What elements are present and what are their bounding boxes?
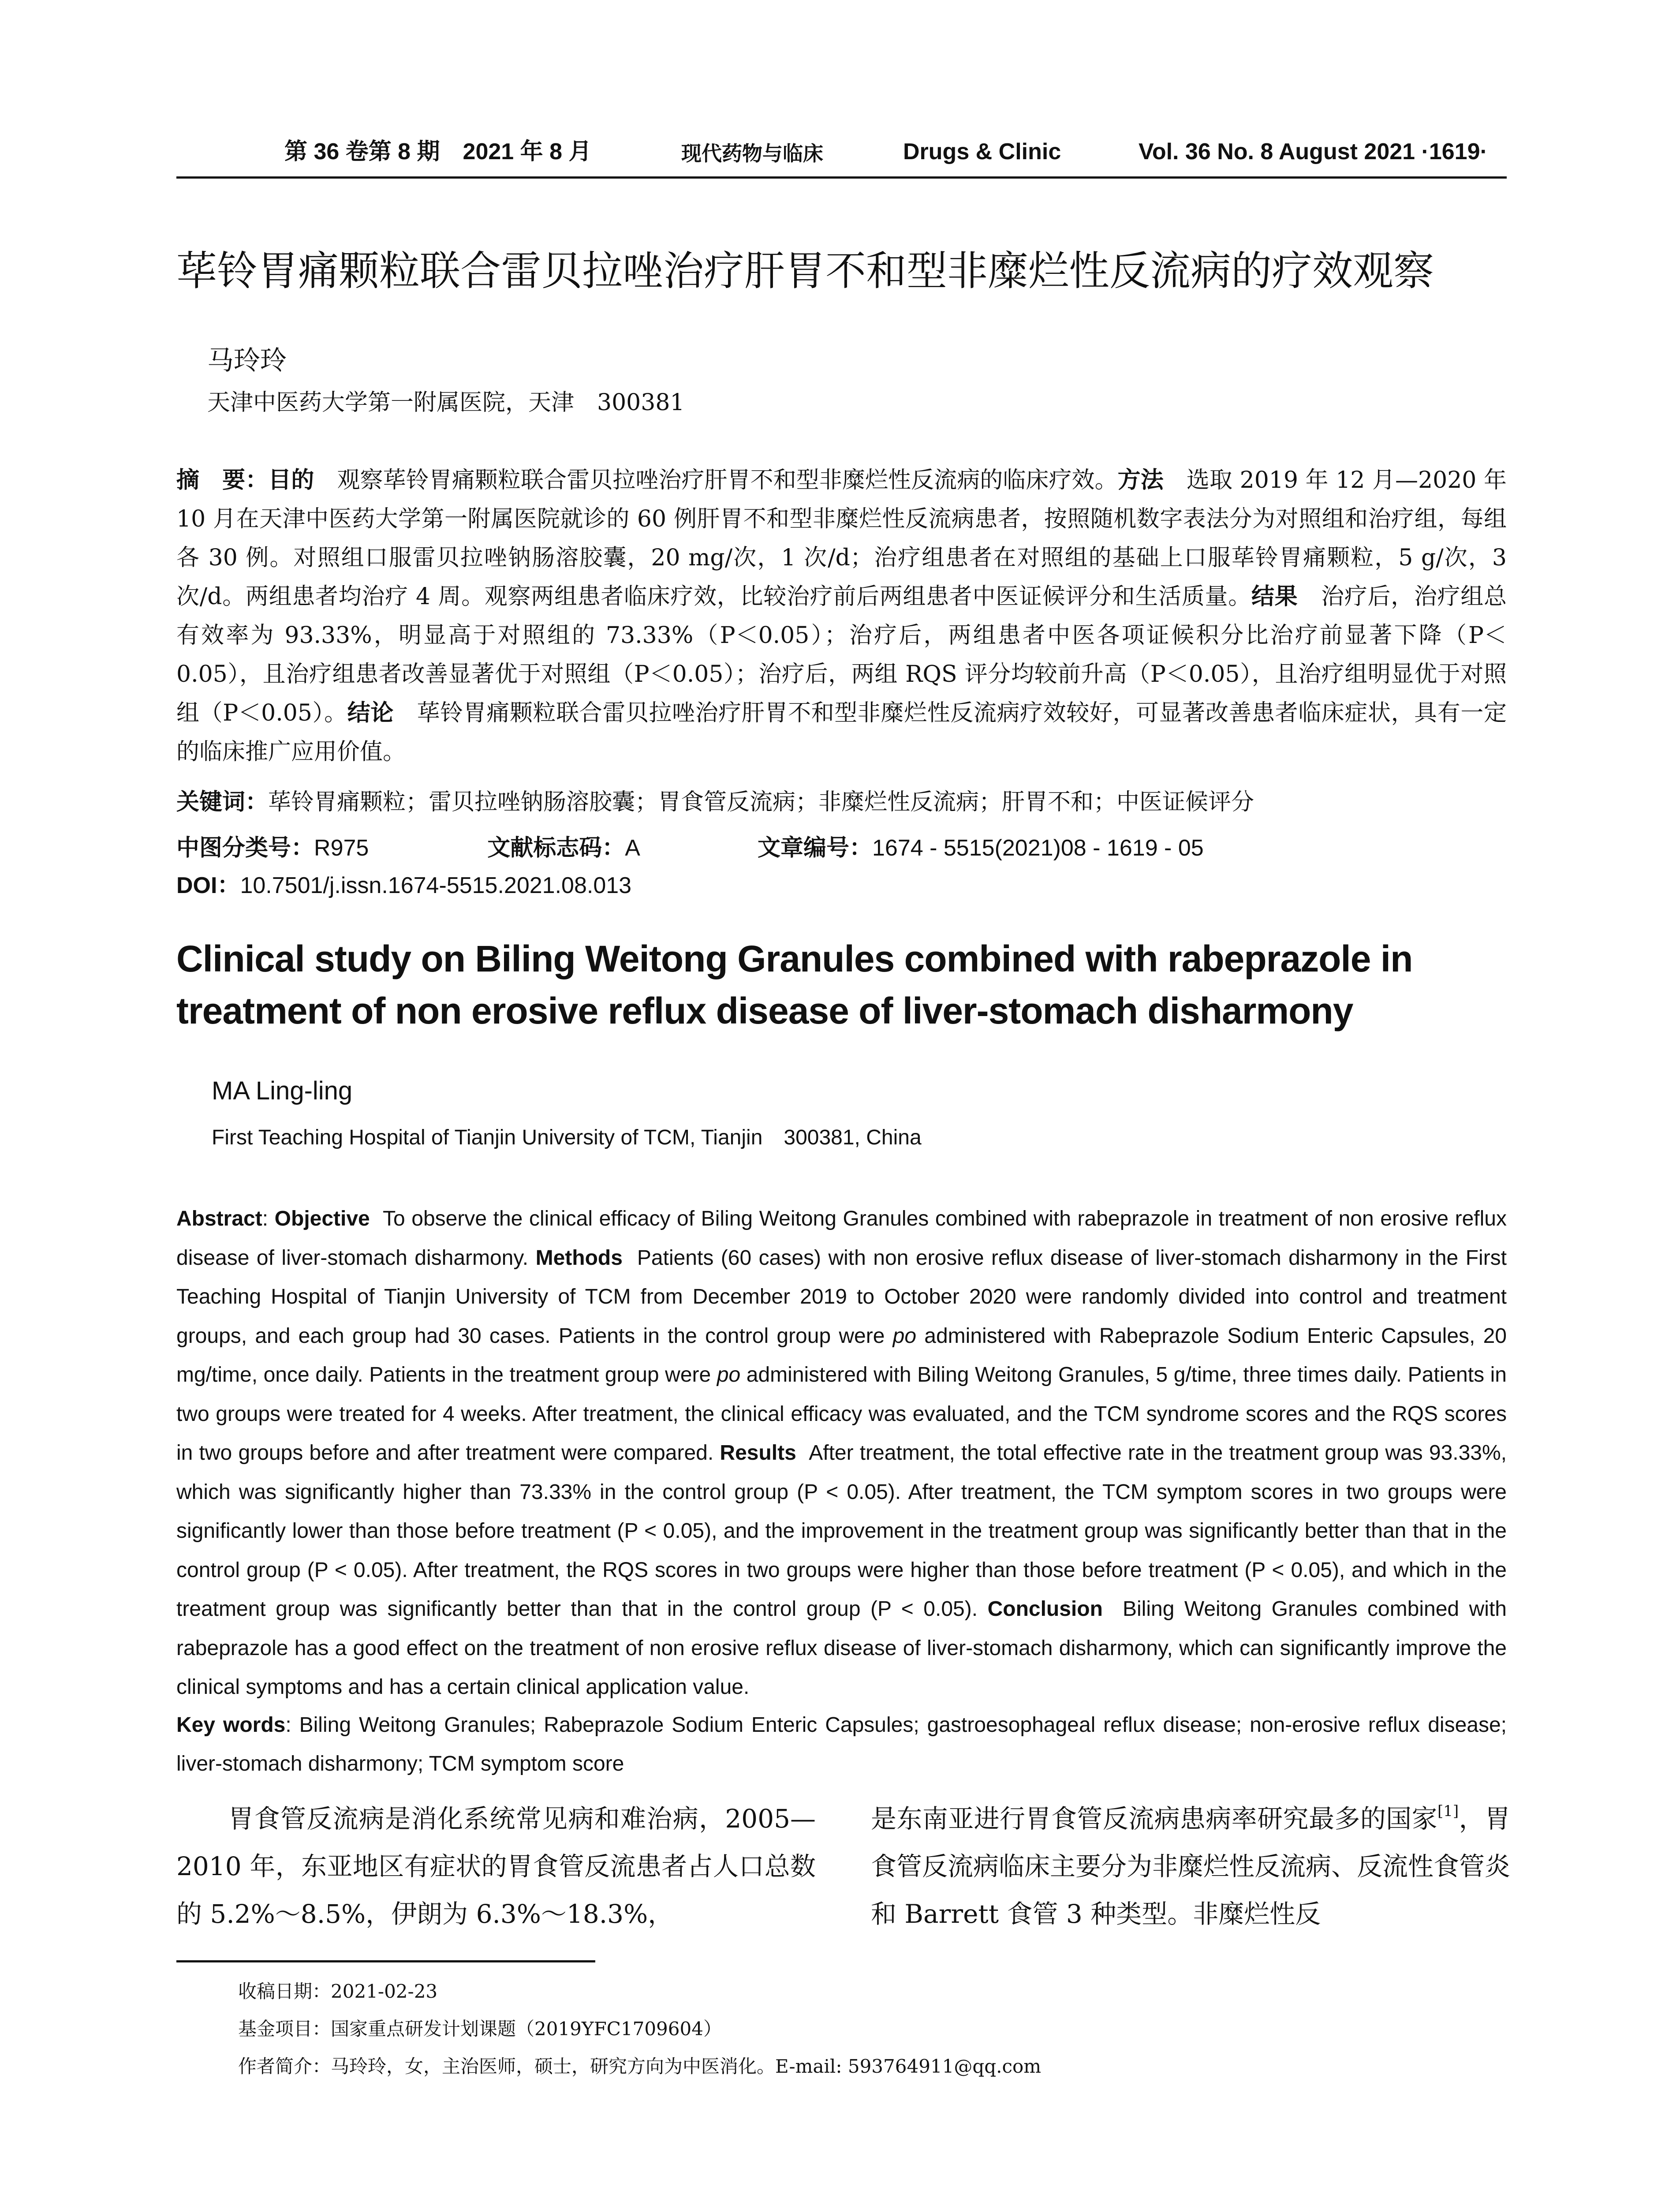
abstract-en-conclusion-label: Conclusion <box>987 1597 1103 1621</box>
footnote-rule <box>176 1960 595 1962</box>
keywords-en: Key words: Biling Weitong Granules; Rabeprazole Sodium Enteric Capsules; gastroesophageal reflux disease; non-erosive reflux disease; liver-stomach disharmony; TCM symptom score <box>176 1713 1507 1775</box>
title-cn: 荜铃胃痛颗粒联合雷贝拉唑治疗肝胃不和型非糜烂性反流病的疗效观察 <box>176 247 1434 295</box>
abstract-cn-methods: 选取 2019 年 12 月—2020 年 10 月在天津中医药大学第一附属医院就诊的 60 例肝胃不和型非糜烂性反流病患者，按照随机数字表法分为对照组和治疗组，每组各 30 例。对照组口服雷贝拉唑钠肠溶胶囊，20 mg/次，1 次/d；治疗组患者在对照组的基础上口服荜铃胃痛颗粒，5 g/次，3 次/d。两组患者均治疗 4 周。观察两组患者临床疗效，比较治疗前后两组患者中医证候评分和生活质量。 <box>176 467 1507 610</box>
abstract-cn-objective: 观察荜铃胃痛颗粒联合雷贝拉唑治疗肝胃不和型非糜烂性反流病的临床疗效。 <box>337 467 1118 493</box>
body-right-text-b: ，胃食管反流病临床主要分为非糜烂性反流病、反流性食管炎和 Barrett 食管 3 种类型。非糜烂性反 <box>871 1804 1511 1929</box>
body-column-left <box>176 1795 816 1938</box>
title-en: Clinical study on Biling Weitong Granules combined with rabeprazole in treatment of non erosive reflux disease of liver-stomach disharmony <box>176 938 1413 1031</box>
citation-ref-1: [1] <box>1437 1802 1459 1820</box>
abstract-en-po-1: po <box>892 1324 917 1348</box>
abstract-cn-objective-label: 目的 <box>268 467 314 493</box>
header-journal-cn: 现代药物与临床 <box>681 142 823 165</box>
abstract-en-methods-c: administered with Biling Weitong Granules, 5 g/time, three times daily. Patients in two groups were treated for 4 weeks. After treatment, the clinical efficacy was evaluated, and the TCM syndrome scores and the RQS scores in two groups before and after treatment were compared. <box>176 1363 1507 1465</box>
abstract-cn-results-label: 结果 <box>1251 584 1298 609</box>
classification-line <box>176 829 1204 862</box>
abstract-en-results: After treatment, the total effective rate in the treatment group was 93.33%, which was significantly higher than 73.33% in the control group (P < 0.05). After treatment, the TCM symptom scores in two groups were significantly lower than those before treatment (P < 0.05), and the improvement in the treatment group was significantly better than that in the control group (P < 0.05). After treatment, the RQS scores in two groups were higher than those before treatment (P < 0.05), and which in the treatment group was significantly better than that in the control group (P < 0.05). <box>176 1441 1507 1621</box>
abstract-cn-results: 治疗后，治疗组总有效率为 93.33%，明显高于对照组的 73.33%（P＜0.05）；治疗后，两组患者中医各项证候积分比治疗前显著下降（P＜0.05），且治疗组患者改善显著优于对照组（P＜0.05）；治疗后，两组 RQS 评分均较前升高（P＜0.05），且治疗组明显优于对照组（P＜0.05）。 <box>176 583 1507 726</box>
keywords-cn-label: 关键词： <box>176 789 269 815</box>
header-rule <box>176 176 1507 179</box>
doi-line <box>176 867 631 900</box>
keywords-cn <box>176 783 1507 822</box>
affiliation-en: First Teaching Hospital of Tianjin University of TCM, Tianjin 300381, China <box>212 1126 922 1149</box>
keywords-en-text: Biling Weitong Granules; Rabeprazole Sodium Enteric Capsules; gastroesophageal reflux disease; non-erosive reflux disease; liver-stomach disharmony; TCM symptom score <box>176 1713 1507 1775</box>
footnote-received: 收稿日期：2021-02-23 <box>238 1981 438 2002</box>
abstract-cn-methods-label: 方法 <box>1117 467 1164 493</box>
abstract-cn-label: 摘 要： <box>176 467 269 493</box>
abstract-cn <box>176 461 1507 771</box>
article-no-label: 文章编号： <box>757 835 872 861</box>
clc-label: 中图分类号： <box>176 835 314 861</box>
abstract-en-po-2: po <box>717 1363 741 1387</box>
article-no-value: 1674 - 5515(2021)08 - 1619 - 05 <box>872 835 1204 861</box>
footnote-author-bio: 作者简介：马玲玲，女，主治医师，硕士，研究方向为中医消化。E-mail: 593764911@qq.com <box>238 2056 1042 2077</box>
abstract-en-methods-a: Patients (60 cases) with non erosive reflux disease of liver-stomach disharmony in the First Teaching Hospital of Tianjin University of TCM from December 2019 to October 2020 were randomly divided into control and treatment groups, and each group had 30 cases. Patients in the control group were <box>176 1246 1507 1348</box>
header-journal-en: Drugs & Clinic <box>903 139 1061 164</box>
footnote-fund: 基金项目：国家重点研发计划课题（2019YFC1709604） <box>238 2018 722 2040</box>
abstract-en-objective-label: Objective <box>274 1207 370 1230</box>
doi-label: DOI： <box>176 873 240 898</box>
abstract-cn-conclusion-label: 结论 <box>347 700 394 726</box>
keywords-cn-text: 荜铃胃痛颗粒；雷贝拉唑钠肠溶胶囊；胃食管反流病；非糜烂性反流病；肝胃不和；中医证候评分 <box>268 789 1254 815</box>
body-right-text-a: 是东南亚进行胃食管反流病患病率研究最多的国家 <box>871 1804 1437 1834</box>
keywords-en-label: Key words <box>176 1713 286 1737</box>
abstract-en-methods-label: Methods <box>535 1246 623 1270</box>
abstract-en-label: Abstract <box>176 1207 262 1230</box>
header-issue-cn: 第 36 卷第 8 期 2021 年 8 月 <box>284 139 592 164</box>
doc-code-value: A <box>625 835 639 861</box>
abstract-en-objective: To observe the clinical efficacy of Biling Weitong Granules combined with rabeprazole in treatment of non erosive reflux disease of liver-stomach disharmony. <box>176 1207 1507 1270</box>
author-cn: 马玲玲 <box>207 345 287 376</box>
body-column-right <box>871 1795 1510 1938</box>
body-left-text: 胃食管反流病是消化系统常见病和难治病，2005—2010 年，东亚地区有症状的胃食管反流患者占人口总数的 5.2%～8.5%，伊朗为 6.3%～18.3%， <box>176 1804 816 1929</box>
affiliation-cn: 天津中医药大学第一附属医院，天津 300381 <box>207 389 685 416</box>
clc-value: R975 <box>314 835 369 861</box>
doi-value: 10.7501/j.issn.1674-5515.2021.08.013 <box>240 873 632 898</box>
header-issue-en: Vol. 36 No. 8 August 2021 ·1619· <box>1139 139 1488 164</box>
abstract-cn-conclusion: 荜铃胃痛颗粒联合雷贝拉唑治疗肝胃不和型非糜烂性反流病疗效较好，可显著改善患者临床症状，具有一定的临床推广应用价值。 <box>176 700 1507 765</box>
abstract-en-conclusion: Biling Weitong Granules combined with rabeprazole has a good effect on the treatment of non erosive reflux disease of liver-stomach disharmony, which can significantly improve the clinical symptoms and has a certain clinical application value. <box>176 1597 1507 1699</box>
abstract-en: Abstract: Objective To observe the clinical efficacy of Biling Weitong Granules combined with rabeprazole in treatment of non erosive reflux disease of liver-stomach disharmony. Methods Patients (60 cases) with non erosive reflux disease of liver-stomach disharmony in the First Teaching Hospital of Tianjin University of TCM from December 2019 to October 2020 were randomly divided into control and treatment groups, and each group had 30 cases. Patients in the control group were po administered with Rabeprazole Sodium Enteric Capsules, 20 mg/time, once daily. Patients in the treatment group were po administered with Biling Weitong Granules, 5 g/time, three times daily. Patients in two groups were treated for 4 weeks. After treatment, the clinical efficacy was evaluated, and the TCM syndrome scores and the RQS scores in two groups before and after treatment were compared. Results After treatment, the total effective rate in the treatment group was 93.33%, which was significantly higher than 73.33% in the control group (P < 0.05). After treatment, the TCM symptom scores in two groups were significantly lower than those before treatment (P < 0.05), and the improvement in the treatment group was significantly better than that in the control group (P < 0.05). After treatment, the RQS scores in two groups were higher than those before treatment (P < 0.05), and which in the treatment group was significantly better than that in the control group (P < 0.05). Conclusion Biling Weitong Granules combined with rabeprazole has a good effect on the treatment of non erosive reflux disease of liver-stomach disharmony, which can significantly improve the clinical symptoms and has a certain clinical application value. <box>176 1207 1507 1699</box>
author-en: MA Ling-ling <box>212 1076 353 1105</box>
abstract-en-results-label: Results <box>720 1441 796 1465</box>
doc-code-label: 文献标志码： <box>487 835 625 861</box>
abstract-en-methods-b: administered with Rabeprazole Sodium Enteric Capsules, 20 mg/time, once daily. Patients in the treatment group were <box>176 1324 1507 1387</box>
